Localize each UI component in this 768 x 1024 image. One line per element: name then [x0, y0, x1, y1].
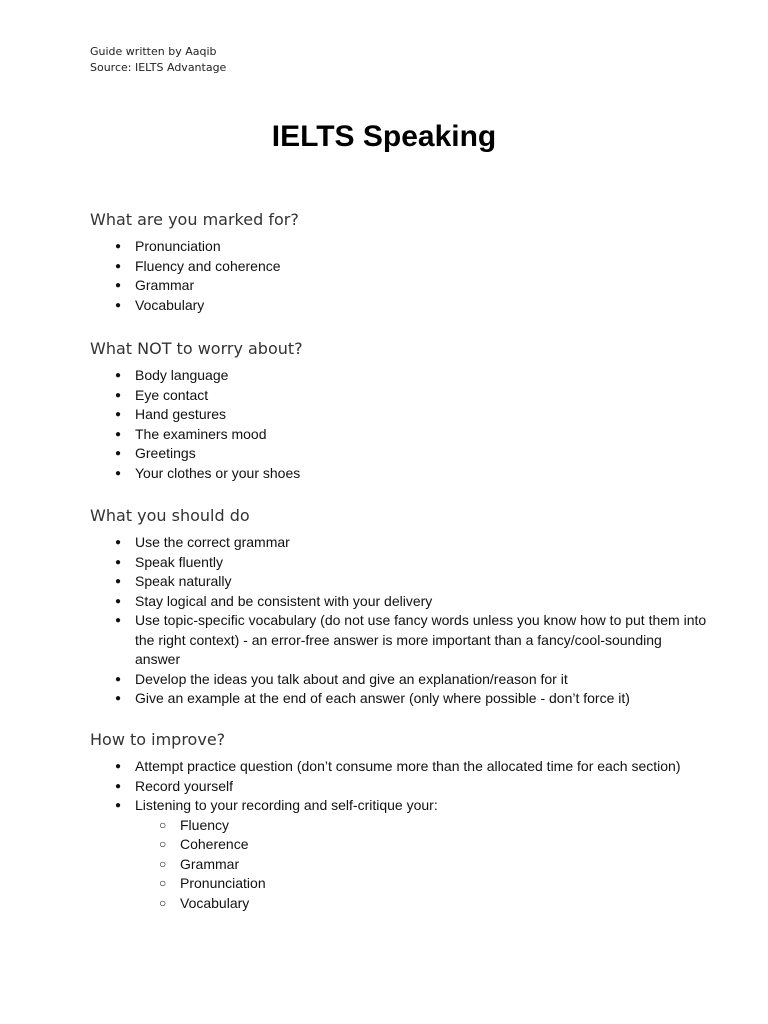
list-item: [90, 670, 710, 690]
bullet-icon: ●: [115, 299, 122, 311]
sub-list-item: [135, 855, 710, 875]
list-item: [90, 296, 710, 316]
list-item: [90, 777, 710, 797]
list-item: [90, 405, 710, 425]
list-item-text: Hand gestures: [135, 406, 227, 422]
list-item: [90, 425, 710, 445]
list-item-text: Body language: [135, 367, 229, 383]
list-item-text: Develop the ideas you talk about and give an explanation/reason for it: [135, 670, 568, 687]
list-item-text: Eye contact: [135, 386, 209, 403]
section-heading: What you should do: [90, 506, 250, 525]
list-item-text: Speak naturally: [135, 573, 232, 589]
list-item-text: Fluency and coherence: [135, 257, 281, 274]
bullet-icon: ●: [115, 241, 122, 252]
document-meta: [90, 44, 226, 75]
sub-list-item-text: Coherence: [180, 836, 249, 852]
bullet-list: [90, 237, 710, 315]
bullet-icon: ●: [115, 409, 122, 420]
list-item-text: The examiners mood: [135, 425, 267, 442]
list-item: [90, 533, 710, 553]
list-item: [90, 464, 710, 484]
bullet-icon: ●: [115, 389, 122, 401]
hollow-bullet-icon: ○: [159, 895, 167, 910]
bullet-icon: ●: [115, 370, 122, 381]
list-item-text: Vocabulary: [135, 296, 205, 313]
list-item-text: Grammar: [135, 277, 195, 293]
list-item-text: Listening to your recording and self-critique your:: [135, 797, 438, 813]
list-item: [90, 572, 710, 592]
list-item: [90, 444, 710, 464]
bullet-icon: ●: [115, 576, 122, 587]
author-line: Guide written by Aaqib: [90, 45, 217, 58]
section-should-do: [90, 505, 710, 709]
hollow-bullet-icon: ○: [159, 856, 167, 871]
list-item-text: Attempt practice question (don’t consume more than the allocated time for each section): [135, 758, 681, 774]
bullet-icon: ●: [115, 595, 122, 607]
sub-list-item-text: Fluency: [180, 816, 230, 833]
section-heading: What NOT to worry about?: [90, 339, 303, 358]
list-item-text: Record yourself: [135, 777, 234, 794]
bullet-icon: ●: [115, 693, 122, 704]
list-item-text: Greetings: [135, 445, 196, 461]
bullet-icon: ●: [115, 780, 122, 792]
list-item: [90, 276, 710, 296]
bullet-list: [90, 757, 710, 913]
bullet-icon: ●: [115, 761, 122, 772]
sub-list-item: [135, 894, 710, 914]
list-item: [90, 592, 710, 612]
sub-list-item: [135, 874, 710, 894]
list-item: [90, 689, 710, 709]
list-item-text: Speak fluently: [135, 553, 223, 570]
list-item: [90, 257, 710, 277]
bullet-icon: ●: [115, 448, 122, 459]
bullet-icon: ●: [115, 280, 122, 291]
bullet-icon: ●: [115, 673, 122, 685]
sub-list-item: [135, 816, 710, 836]
list-item-text: Use topic-specific vocabulary (do not use fancy words unless you know how to put them into the right context) - an error-free answer is more important than a fancy/cool-sounding answer: [135, 612, 707, 667]
source-line: Source: IELTS Advantage: [90, 60, 227, 74]
bullet-icon: ●: [115, 615, 122, 626]
list-item: [90, 237, 710, 257]
list-item: [90, 611, 710, 670]
list-item-text: Your clothes or your shoes: [135, 464, 301, 481]
bullet-icon: ●: [115, 428, 122, 440]
page-title: IELTS Speaking: [271, 120, 497, 153]
bullet-icon: ●: [115, 800, 122, 811]
hollow-bullet-icon: ○: [159, 837, 167, 851]
sub-list-item-text: Pronunciation: [180, 875, 266, 891]
bullet-icon: ●: [115, 467, 122, 479]
section-heading: What are you marked for?: [90, 210, 299, 229]
sub-list-item: [135, 835, 710, 855]
sub-bullet-list: [135, 816, 710, 914]
section-marked-for: [90, 209, 710, 315]
section-how-to-improve: [90, 729, 710, 913]
section-heading: How to improve?: [90, 730, 226, 749]
list-item: [90, 796, 710, 913]
list-item-text: Use the correct grammar: [135, 534, 290, 550]
bullet-icon: ●: [115, 537, 122, 548]
bullet-icon: ●: [115, 260, 122, 272]
section-not-to-worry: [90, 338, 710, 483]
list-item: [90, 757, 710, 777]
bullet-list: [90, 366, 710, 483]
list-item: [90, 553, 710, 573]
list-item-text: Pronunciation: [135, 238, 221, 254]
list-item-text: Stay logical and be consistent with your delivery: [135, 592, 433, 609]
list-item: [90, 366, 710, 386]
bullet-list: [90, 533, 710, 709]
list-item: [90, 386, 710, 406]
list-item-text: Give an example at the end of each answer (only where possible - don’t force it): [135, 690, 630, 706]
hollow-bullet-icon: ○: [159, 817, 167, 832]
sub-list-item-text: Grammar: [180, 855, 240, 872]
hollow-bullet-icon: ○: [159, 876, 167, 890]
bullet-icon: ●: [115, 556, 122, 568]
sub-list-item-text: Vocabulary: [180, 894, 250, 911]
